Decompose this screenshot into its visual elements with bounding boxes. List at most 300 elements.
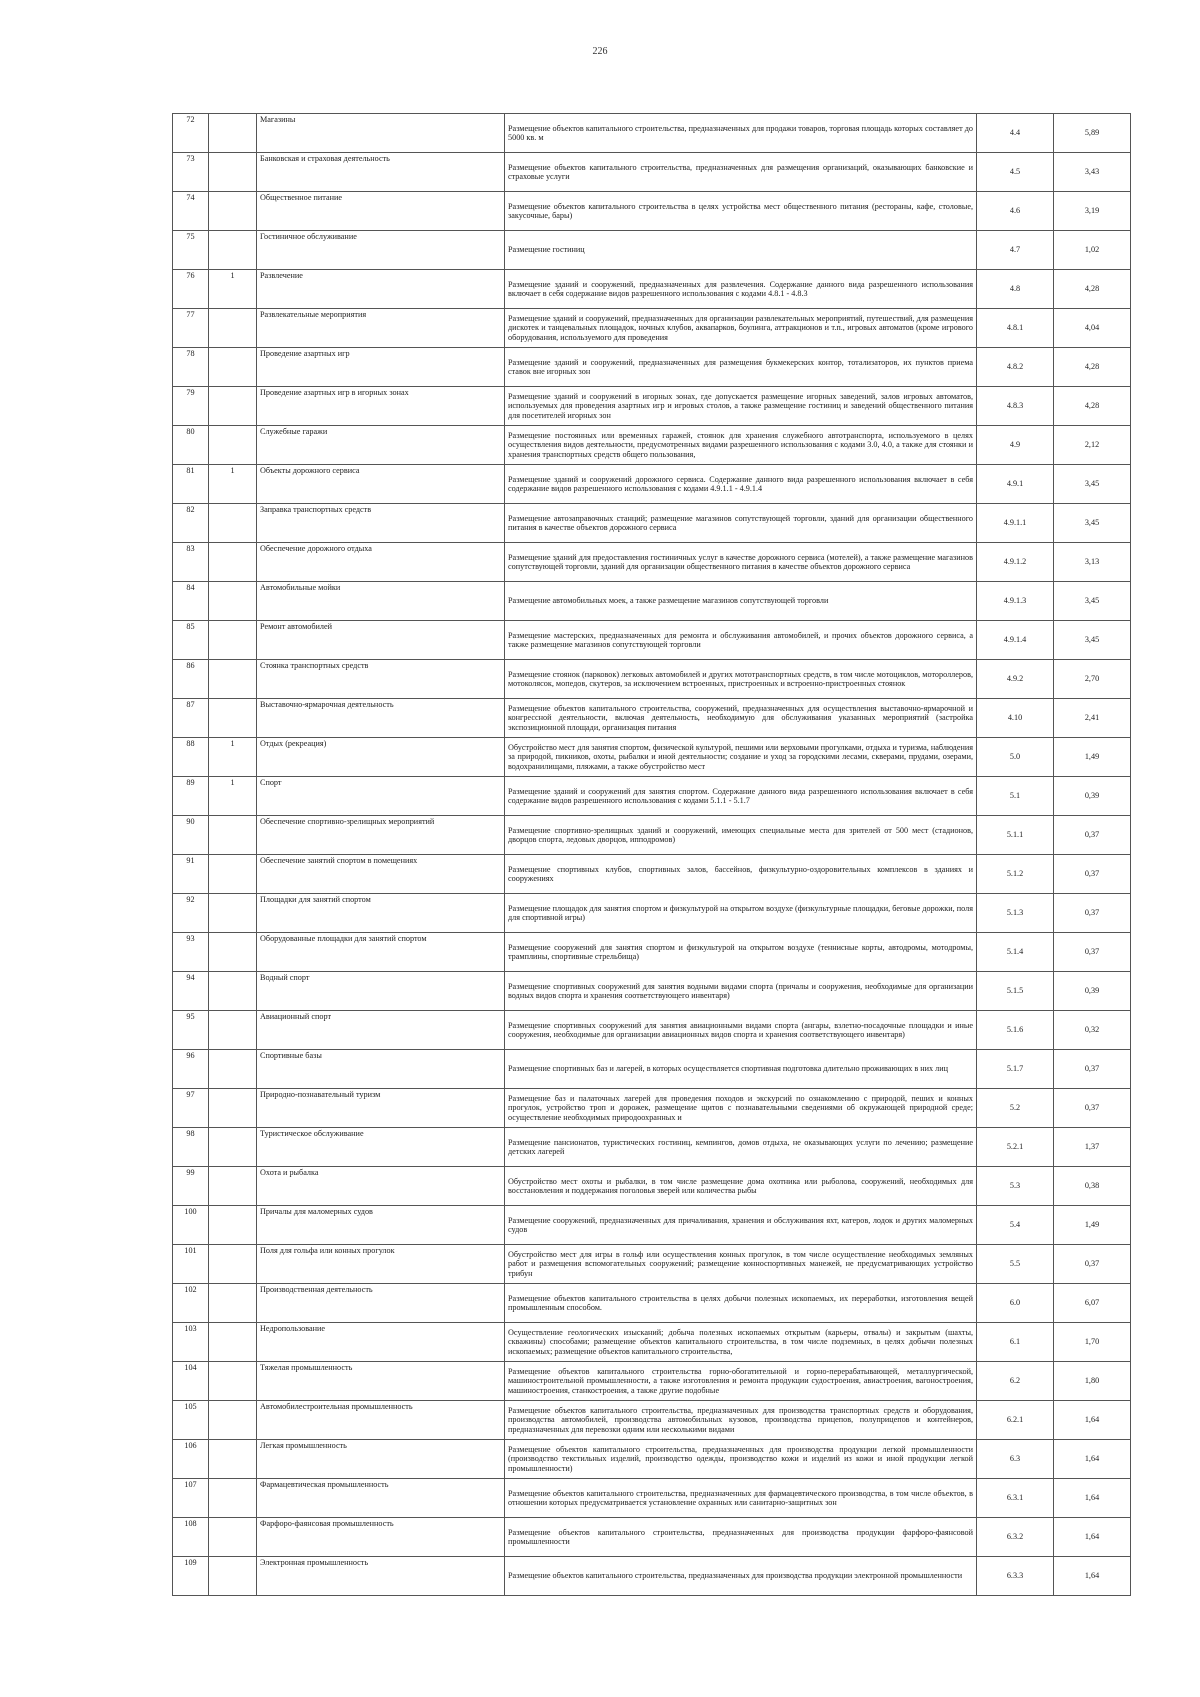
row-number-cell: 74 — [173, 192, 209, 231]
table-row — [173, 1089, 1131, 1128]
land-use-description-cell — [505, 426, 977, 465]
description-text: Размещение зданий и сооружений в игорных зонах, где допускается размещение игорных заведений, залов игровых автоматов, используемых для проведения азартных игр и игровых столов, а также размещение гостиниц и заведений общественного питания для посетителей игорных зон — [508, 391, 973, 420]
table-row — [173, 1362, 1131, 1401]
classifier-code-cell: 4.9 — [977, 426, 1054, 465]
coefficient-cell: 4,04 — [1054, 309, 1131, 348]
table-row — [173, 855, 1131, 894]
land-use-name-cell: Площадки для занятий спортом — [257, 894, 505, 933]
row-mark-cell — [209, 309, 257, 348]
row-number-cell: 72 — [173, 114, 209, 153]
classifier-code-cell: 4.9.1.2 — [977, 543, 1054, 582]
coefficient-cell: 3,43 — [1054, 153, 1131, 192]
land-use-name-cell: Легкая промышленность — [257, 1440, 505, 1479]
description-text: Размещение баз и палаточных лагерей для проведения походов и экскурсий по ознакомлению с природой, пеших и конных прогулок, устройство троп и дорожек, размещение щитов с познавательными сведениями об окружающей природной среде; осуществление необходимых природоохранных и — [508, 1093, 973, 1122]
table-row — [173, 114, 1131, 153]
row-number-cell: 108 — [173, 1518, 209, 1557]
row-mark-cell — [209, 582, 257, 621]
land-use-description-cell — [505, 114, 977, 153]
row-mark-cell — [209, 699, 257, 738]
row-mark-cell — [209, 1089, 257, 1128]
land-use-description-cell — [505, 1050, 977, 1089]
land-use-name-cell: Тяжелая промышленность — [257, 1362, 505, 1401]
classifier-code-cell: 5.1.2 — [977, 855, 1054, 894]
land-use-name-cell: Обеспечение дорожного отдыха — [257, 543, 505, 582]
row-number-cell: 96 — [173, 1050, 209, 1089]
land-use-name-cell: Спортивные базы — [257, 1050, 505, 1089]
table-row — [173, 816, 1131, 855]
coefficient-cell: 0,37 — [1054, 1050, 1131, 1089]
land-use-description-cell — [505, 1206, 977, 1245]
coefficient-cell: 1,64 — [1054, 1440, 1131, 1479]
description-text: Размещение объектов капитального строительства, предназначенных для фармацевтического производства, в том числе объектов, в отношении которых предусматривается установление охранных или санитарно-защитных зон — [508, 1488, 973, 1507]
description-text: Обустройство мест для занятия спортом, физической культурой, пешими или верховыми прогулками, отдыха и туризма, наблюдения за природой, пикников, охоты, рыбалки и иной деятельности; создание и уход за городскими лесами, скверами, прудами, озерами, водохранилищами, пляжами, а также обустройство мест — [508, 742, 973, 771]
description-text: Размещение объектов капитального строительства, предназначенных для производства транспортных средств и оборудования, производства автомобилей, производства автомобильных кузовов, производства прицепов, полуприцепов и контейнеров, предназначенных для перевозки одним или несколькими видами — [508, 1405, 973, 1434]
row-number-cell: 100 — [173, 1206, 209, 1245]
row-number-cell: 105 — [173, 1401, 209, 1440]
land-use-name-cell: Выставочно-ярмарочная деятельность — [257, 699, 505, 738]
land-use-name-cell: Стоянка транспортных средств — [257, 660, 505, 699]
land-use-name-cell: Оборудованные площадки для занятий спортом — [257, 933, 505, 972]
description-text: Обустройство мест для игры в гольф или осуществления конных прогулок, в том числе осуществление необходимых земляных работ и размещения вспомогательных сооружений; размещение конноспортивных манежей, не предусматривающих устройство трибун — [508, 1249, 973, 1278]
description-text: Размещение объектов капитального строительства в целях устройства мест общественного питания (рестораны, кафе, столовые, закусочные, бары) — [508, 201, 973, 220]
coefficient-cell: 3,45 — [1054, 465, 1131, 504]
classifier-code-cell: 4.8.1 — [977, 309, 1054, 348]
row-number-cell: 87 — [173, 699, 209, 738]
land-use-name-cell: Развлечение — [257, 270, 505, 309]
land-use-description-cell — [505, 1362, 977, 1401]
row-number-cell: 101 — [173, 1245, 209, 1284]
row-number-cell: 80 — [173, 426, 209, 465]
classifier-code-cell: 6.2.1 — [977, 1401, 1054, 1440]
row-mark-cell: 1 — [209, 777, 257, 816]
description-text: Размещение объектов капитального строительства, предназначенных для продажи товаров, торговая площадь которых составляет до 5000 кв. м — [508, 123, 973, 142]
land-use-name-cell: Поля для гольфа или конных прогулок — [257, 1245, 505, 1284]
table-row — [173, 777, 1131, 816]
classifier-code-cell: 4.9.2 — [977, 660, 1054, 699]
classifier-code-cell: 6.3.3 — [977, 1557, 1054, 1596]
land-use-description-cell — [505, 1323, 977, 1362]
classifier-code-cell: 5.1.6 — [977, 1011, 1054, 1050]
row-mark-cell — [209, 1557, 257, 1596]
table-row — [173, 1128, 1131, 1167]
land-use-name-cell: Служебные гаражи — [257, 426, 505, 465]
coefficient-cell: 0,37 — [1054, 816, 1131, 855]
table-row — [173, 699, 1131, 738]
coefficient-cell: 1,70 — [1054, 1323, 1131, 1362]
table-row — [173, 1440, 1131, 1479]
land-use-name-cell: Автомобильные мойки — [257, 582, 505, 621]
description-text: Размещение спортивных клубов, спортивных залов, бассейнов, физкультурно-оздоровительных комплексов в зданиях и сооружениях — [508, 864, 973, 883]
table-row — [173, 1011, 1131, 1050]
coefficient-cell: 1,49 — [1054, 1206, 1131, 1245]
description-text: Обустройство мест охоты и рыбалки, в том числе размещение дома охотника или рыболова, сооружений, необходимых для восстановления и поддержания поголовья зверей или количества рыбы — [508, 1176, 973, 1195]
row-number-cell: 109 — [173, 1557, 209, 1596]
table-row — [173, 1167, 1131, 1206]
land-use-description-cell — [505, 1479, 977, 1518]
row-mark-cell — [209, 1440, 257, 1479]
table-row — [173, 387, 1131, 426]
land-use-name-cell: Автомобилестроительная промышленность — [257, 1401, 505, 1440]
description-text: Размещение постоянных или временных гаражей, стоянок для хранения служебного автотранспорта, используемого в целях осуществления видов деятельности, предусмотренных видами разрешенного использования с кодами 3.0, 4.0, а также для стоянки и хранения транспортных средств общего пользования, — [508, 430, 973, 459]
table-row — [173, 738, 1131, 777]
row-mark-cell — [209, 1011, 257, 1050]
land-use-description-cell — [505, 309, 977, 348]
land-use-description-cell — [505, 1440, 977, 1479]
classifier-code-cell: 5.2.1 — [977, 1128, 1054, 1167]
row-number-cell: 86 — [173, 660, 209, 699]
row-mark-cell — [209, 621, 257, 660]
land-use-name-cell: Спорт — [257, 777, 505, 816]
row-mark-cell — [209, 192, 257, 231]
description-text: Размещение автозаправочных станций; размещение магазинов сопутствующей торговли, зданий для организации общественного питания в качестве объектов дорожного сервиса — [508, 513, 973, 532]
classifier-code-cell: 4.8 — [977, 270, 1054, 309]
row-mark-cell — [209, 1518, 257, 1557]
coefficient-cell: 2,41 — [1054, 699, 1131, 738]
land-use-name-cell: Причалы для маломерных судов — [257, 1206, 505, 1245]
classifier-code-cell: 6.1 — [977, 1323, 1054, 1362]
land-use-name-cell: Магазины — [257, 114, 505, 153]
classifier-code-cell: 6.2 — [977, 1362, 1054, 1401]
row-number-cell: 84 — [173, 582, 209, 621]
coefficient-cell: 2,12 — [1054, 426, 1131, 465]
table-row — [173, 933, 1131, 972]
land-use-description-cell — [505, 348, 977, 387]
land-use-description-cell — [505, 894, 977, 933]
table-row — [173, 1323, 1131, 1362]
table-row — [173, 465, 1131, 504]
coefficient-cell: 1,37 — [1054, 1128, 1131, 1167]
table-row — [173, 348, 1131, 387]
coefficient-cell: 0,39 — [1054, 972, 1131, 1011]
row-mark-cell — [209, 504, 257, 543]
row-mark-cell — [209, 972, 257, 1011]
table-row — [173, 1401, 1131, 1440]
row-number-cell: 107 — [173, 1479, 209, 1518]
coefficient-cell: 6,07 — [1054, 1284, 1131, 1323]
row-mark-cell — [209, 1167, 257, 1206]
coefficient-cell: 1,64 — [1054, 1479, 1131, 1518]
coefficient-cell: 3,45 — [1054, 504, 1131, 543]
land-use-description-cell — [505, 933, 977, 972]
row-number-cell: 106 — [173, 1440, 209, 1479]
land-use-name-cell: Водный спорт — [257, 972, 505, 1011]
description-text: Размещение площадок для занятия спортом и физкультурой на открытом воздухе (физкультурные площадки, беговые дорожки, поля для спортивной игры) — [508, 903, 973, 922]
row-mark-cell — [209, 816, 257, 855]
land-use-description-cell — [505, 1284, 977, 1323]
description-text: Размещение зданий и сооружений, предназначенных для развлечения. Содержание данного вида разрешенного использования включает в себя содержание видов разрешенного использования с кодами 4.8.1 - 4.8.3 — [508, 279, 973, 298]
land-use-name-cell: Электронная промышленность — [257, 1557, 505, 1596]
row-number-cell: 93 — [173, 933, 209, 972]
row-number-cell: 75 — [173, 231, 209, 270]
land-use-name-cell: Заправка транспортных средств — [257, 504, 505, 543]
description-text: Размещение объектов капитального строительства, предназначенных для производства продукции фарфоро-фаянсовой промышленности — [508, 1527, 973, 1546]
land-use-description-cell — [505, 777, 977, 816]
row-mark-cell — [209, 855, 257, 894]
coefficient-cell: 0,39 — [1054, 777, 1131, 816]
table-row — [173, 582, 1131, 621]
page-number: 226 — [592, 46, 608, 57]
land-use-name-cell: Охота и рыбалка — [257, 1167, 505, 1206]
land-use-description-cell — [505, 192, 977, 231]
coefficient-cell: 1,64 — [1054, 1401, 1131, 1440]
land-use-name-cell: Обеспечение спортивно-зрелищных мероприятий — [257, 816, 505, 855]
classifier-code-cell: 4.9.1.3 — [977, 582, 1054, 621]
classifier-code-cell: 6.3 — [977, 1440, 1054, 1479]
table-row — [173, 153, 1131, 192]
coefficient-cell: 0,38 — [1054, 1167, 1131, 1206]
row-number-cell: 89 — [173, 777, 209, 816]
row-number-cell: 88 — [173, 738, 209, 777]
description-text: Размещение объектов капитального строительства горно-обогатительной и горно-перерабатывающей, металлургической, машиностроительной промышленности, а также изготовления и ремонта продукции судостроения, авиастроения, вагоностроения, машиностроения, станкостроения, а также другие подобные — [508, 1366, 973, 1395]
row-mark-cell — [209, 1128, 257, 1167]
land-use-name-cell: Природно-познавательный туризм — [257, 1089, 505, 1128]
land-use-name-cell: Ремонт автомобилей — [257, 621, 505, 660]
table-row — [173, 972, 1131, 1011]
land-use-name-cell: Фармацевтическая промышленность — [257, 1479, 505, 1518]
description-text: Размещение зданий для предоставления гостиничных услуг в качестве дорожного сервиса (мотелей), а также размещение магазинов сопутствующей торговли, зданий для организации общественного питания в качестве объектов дорожного сервиса — [508, 552, 973, 571]
land-use-description-cell — [505, 1128, 977, 1167]
classifier-code-cell: 5.3 — [977, 1167, 1054, 1206]
land-use-name-cell: Общественное питание — [257, 192, 505, 231]
description-text: Размещение гостиниц — [508, 245, 585, 255]
row-mark-cell — [209, 114, 257, 153]
row-number-cell: 98 — [173, 1128, 209, 1167]
coefficient-cell: 1,49 — [1054, 738, 1131, 777]
table-row — [173, 1479, 1131, 1518]
row-number-cell: 79 — [173, 387, 209, 426]
coefficient-cell: 0,37 — [1054, 1089, 1131, 1128]
land-use-description-cell — [505, 387, 977, 426]
description-text: Размещение объектов капитального строительства, предназначенных для размещения организаций, оказывающих банковские и страховые услуги — [508, 162, 973, 181]
row-mark-cell — [209, 543, 257, 582]
land-use-description-cell — [505, 1401, 977, 1440]
description-text: Размещение спортивных сооружений для занятия авиационными видами спорта (ангары, взлетно-посадочные площадки и иные сооружения, необходимые для организации авиационных видов спорта и хранения соответствующего инвентаря) — [508, 1020, 973, 1039]
land-use-description-cell — [505, 1557, 977, 1596]
description-text: Осуществление геологических изысканий; добыча полезных ископаемых открытым (карьеры, отвалы) и закрытым (шахты, скважины) способами; размещение объектов капитального строительства, в том числе подземных, в целях добычи полезных ископаемых; размещение объектов капитального строительства, — [508, 1327, 973, 1356]
land-use-description-cell — [505, 504, 977, 543]
table-row — [173, 894, 1131, 933]
description-text: Размещение сооружений, предназначенных для причаливания, хранения и обслуживания яхт, катеров, лодок и других маломерных судов — [508, 1215, 973, 1234]
row-number-cell: 94 — [173, 972, 209, 1011]
table-row — [173, 426, 1131, 465]
land-use-description-cell — [505, 1089, 977, 1128]
row-mark-cell — [209, 1323, 257, 1362]
coefficient-cell: 4,28 — [1054, 387, 1131, 426]
table-row — [173, 543, 1131, 582]
land-use-description-cell — [505, 660, 977, 699]
coefficient-cell: 1,02 — [1054, 231, 1131, 270]
row-number-cell: 103 — [173, 1323, 209, 1362]
description-text: Размещение стоянок (парковок) легковых автомобилей и других мототранспортных средств, в том числе мотоциклов, мотороллеров, мотоколясок, мопедов, скутеров, за исключением встроенных, пристроенных и встроенно-пристроенных стоянок — [508, 669, 973, 688]
description-text: Размещение объектов капитального строительства, предназначенных для производства продукции легкой промышленности (производство текстильных изделий, производство одежды, производство кожи и изделий из кожи и иной продукции легкой промышленности) — [508, 1444, 973, 1473]
coefficient-cell: 0,37 — [1054, 894, 1131, 933]
coefficient-cell: 3,13 — [1054, 543, 1131, 582]
row-mark-cell — [209, 1050, 257, 1089]
description-text: Размещение зданий и сооружений для занятия спортом. Содержание данного вида разрешенного использования включает в себя содержание видов разрешенного использования с кодами 5.1.1 - 5.1.7 — [508, 786, 973, 805]
land-use-name-cell: Производственная деятельность — [257, 1284, 505, 1323]
table-row — [173, 1284, 1131, 1323]
classifier-code-cell: 5.1.1 — [977, 816, 1054, 855]
coefficient-cell: 4,28 — [1054, 270, 1131, 309]
table-row — [173, 621, 1131, 660]
land-use-name-cell: Гостиничное обслуживание — [257, 231, 505, 270]
row-mark-cell — [209, 231, 257, 270]
row-mark-cell: 1 — [209, 270, 257, 309]
classifier-code-cell: 5.1 — [977, 777, 1054, 816]
coefficient-cell: 1,64 — [1054, 1518, 1131, 1557]
row-number-cell: 85 — [173, 621, 209, 660]
description-text: Размещение зданий и сооружений, предназначенных для организации развлекательных мероприятий, путешествий, для размещения дискотек и танцевальных площадок, ночных клубов, аквапарков, боулинга, аттракционов и т.п., игровых автоматов (кроме игрового оборудования, используемого для проведения — [508, 313, 973, 342]
table-row — [173, 1245, 1131, 1284]
classifier-code-cell: 5.4 — [977, 1206, 1054, 1245]
land-use-name-cell: Банковская и страховая деятельность — [257, 153, 505, 192]
land-use-description-cell — [505, 270, 977, 309]
coefficient-cell: 1,80 — [1054, 1362, 1131, 1401]
land-use-description-cell — [505, 855, 977, 894]
land-use-table — [172, 113, 1131, 1596]
row-number-cell: 97 — [173, 1089, 209, 1128]
row-mark-cell — [209, 1479, 257, 1518]
description-text: Размещение зданий и сооружений дорожного сервиса. Содержание данного вида разрешенного использования включает в себя содержание видов разрешенного использования с кодами 4.9.1.1 - 4.9.1.4 — [508, 474, 973, 493]
table-row — [173, 1050, 1131, 1089]
table-row — [173, 309, 1131, 348]
classifier-code-cell: 4.7 — [977, 231, 1054, 270]
row-mark-cell — [209, 387, 257, 426]
row-number-cell: 91 — [173, 855, 209, 894]
table-row — [173, 231, 1131, 270]
coefficient-cell: 3,45 — [1054, 582, 1131, 621]
table-row — [173, 504, 1131, 543]
row-mark-cell — [209, 1362, 257, 1401]
table-row — [173, 1557, 1131, 1596]
row-mark-cell — [209, 348, 257, 387]
row-mark-cell — [209, 1401, 257, 1440]
row-number-cell: 83 — [173, 543, 209, 582]
classifier-code-cell: 5.1.4 — [977, 933, 1054, 972]
row-number-cell: 95 — [173, 1011, 209, 1050]
row-mark-cell — [209, 933, 257, 972]
classifier-code-cell: 4.5 — [977, 153, 1054, 192]
row-number-cell: 82 — [173, 504, 209, 543]
coefficient-cell: 0,37 — [1054, 855, 1131, 894]
description-text: Размещение мастерских, предназначенных для ремонта и обслуживания автомобилей, и прочих объектов дорожного сервиса, а также размещение магазинов сопутствующей торговли — [508, 630, 973, 649]
row-mark-cell — [209, 426, 257, 465]
row-number-cell: 99 — [173, 1167, 209, 1206]
land-use-description-cell — [505, 1011, 977, 1050]
row-mark-cell — [209, 894, 257, 933]
description-text: Размещение объектов капитального строительства, предназначенных для производства продукции электронной промышленности — [508, 1571, 963, 1581]
land-use-name-cell: Отдых (рекреация) — [257, 738, 505, 777]
coefficient-cell: 2,70 — [1054, 660, 1131, 699]
land-use-description-cell — [505, 972, 977, 1011]
land-use-description-cell — [505, 1518, 977, 1557]
classifier-code-cell: 5.2 — [977, 1089, 1054, 1128]
classifier-code-cell: 4.4 — [977, 114, 1054, 153]
coefficient-cell: 0,37 — [1054, 1245, 1131, 1284]
table-row — [173, 1518, 1131, 1557]
row-number-cell: 78 — [173, 348, 209, 387]
table-row — [173, 192, 1131, 231]
table-row — [173, 270, 1131, 309]
land-use-description-cell — [505, 543, 977, 582]
land-use-description-cell — [505, 738, 977, 777]
coefficient-cell: 5,89 — [1054, 114, 1131, 153]
row-mark-cell: 1 — [209, 465, 257, 504]
row-number-cell: 73 — [173, 153, 209, 192]
row-mark-cell — [209, 1245, 257, 1284]
coefficient-cell: 3,19 — [1054, 192, 1131, 231]
description-text: Размещение спортивных сооружений для занятия водными видами спорта (причалы и сооружения, необходимые для организации водных видов спорта и хранения соответствующего инвентаря) — [508, 981, 973, 1000]
row-mark-cell — [209, 1206, 257, 1245]
classifier-code-cell: 6.3.2 — [977, 1518, 1054, 1557]
land-use-name-cell: Авиационный спорт — [257, 1011, 505, 1050]
coefficient-cell: 0,37 — [1054, 933, 1131, 972]
land-use-name-cell: Объекты дорожного сервиса — [257, 465, 505, 504]
land-use-description-cell — [505, 153, 977, 192]
description-text: Размещение сооружений для занятия спортом и физкультурой на открытом воздухе (теннисные корты, автодромы, мотодромы, трамплины, спортивные стрельбища) — [508, 942, 973, 961]
land-use-name-cell: Туристическое обслуживание — [257, 1128, 505, 1167]
row-mark-cell — [209, 660, 257, 699]
row-number-cell: 76 — [173, 270, 209, 309]
row-number-cell: 81 — [173, 465, 209, 504]
land-use-description-cell — [505, 621, 977, 660]
classifier-code-cell: 5.1.7 — [977, 1050, 1054, 1089]
classifier-code-cell: 4.10 — [977, 699, 1054, 738]
classifier-code-cell: 4.8.3 — [977, 387, 1054, 426]
classifier-code-cell: 6.0 — [977, 1284, 1054, 1323]
classifier-code-cell: 5.0 — [977, 738, 1054, 777]
land-use-description-cell — [505, 582, 977, 621]
description-text: Размещение спортивно-зрелищных зданий и сооружений, имеющих специальные места для зрителей от 500 мест (стадионов, дворцов спорта, ледовых дворцов, ипподромов) — [508, 825, 973, 844]
classifier-code-cell: 6.3.1 — [977, 1479, 1054, 1518]
table-row — [173, 660, 1131, 699]
land-use-description-cell — [505, 231, 977, 270]
land-use-description-cell — [505, 465, 977, 504]
coefficient-cell: 0,32 — [1054, 1011, 1131, 1050]
classifier-code-cell: 5.1.3 — [977, 894, 1054, 933]
land-use-name-cell: Обеспечение занятий спортом в помещениях — [257, 855, 505, 894]
row-number-cell: 92 — [173, 894, 209, 933]
table-body — [173, 114, 1131, 1596]
table-row — [173, 1206, 1131, 1245]
classifier-code-cell: 4.8.2 — [977, 348, 1054, 387]
coefficient-cell: 4,28 — [1054, 348, 1131, 387]
description-text: Размещение зданий и сооружений, предназначенных для размещения букмекерских контор, тотализаторов, их пунктов приема ставок вне игорных зон — [508, 357, 973, 376]
coefficient-cell: 1,64 — [1054, 1557, 1131, 1596]
classifier-code-cell: 4.6 — [977, 192, 1054, 231]
description-text: Размещение объектов капитального строительства, сооружений, предназначенных для осуществления выставочно-ярмарочной и конгрессной деятельности, включая деятельность, необходимую для обслуживания указанных мероприятий (застройка экспозиционной площади, организация питания — [508, 703, 973, 732]
land-use-name-cell: Проведение азартных игр в игорных зонах — [257, 387, 505, 426]
row-mark-cell: 1 — [209, 738, 257, 777]
land-use-description-cell — [505, 1245, 977, 1284]
row-number-cell: 90 — [173, 816, 209, 855]
land-use-name-cell: Развлекательные мероприятия — [257, 309, 505, 348]
description-text: Размещение автомобильных моек, а также размещение магазинов сопутствующей торговли — [508, 596, 829, 606]
description-text: Размещение объектов капитального строительства в целях добычи полезных ископаемых, их переработки, изготовления вещей промышленным способом. — [508, 1293, 973, 1312]
description-text: Размещение пансионатов, туристических гостиниц, кемпингов, домов отдыха, не оказывающих услуги по лечению; размещение детских лагерей — [508, 1137, 973, 1156]
land-use-name-cell: Недропользование — [257, 1323, 505, 1362]
land-use-description-cell — [505, 699, 977, 738]
land-use-description-cell — [505, 1167, 977, 1206]
row-number-cell: 102 — [173, 1284, 209, 1323]
land-use-name-cell: Фарфоро-фаянсовая промышленность — [257, 1518, 505, 1557]
classifier-code-cell: 4.9.1.1 — [977, 504, 1054, 543]
classifier-code-cell: 4.9.1 — [977, 465, 1054, 504]
description-text: Размещение спортивных баз и лагерей, в которых осуществляется спортивная подготовка длительно проживающих в них лиц — [508, 1064, 949, 1074]
classifier-code-cell: 5.1.5 — [977, 972, 1054, 1011]
classifier-code-cell: 5.5 — [977, 1245, 1054, 1284]
classifier-code-cell: 4.9.1.4 — [977, 621, 1054, 660]
